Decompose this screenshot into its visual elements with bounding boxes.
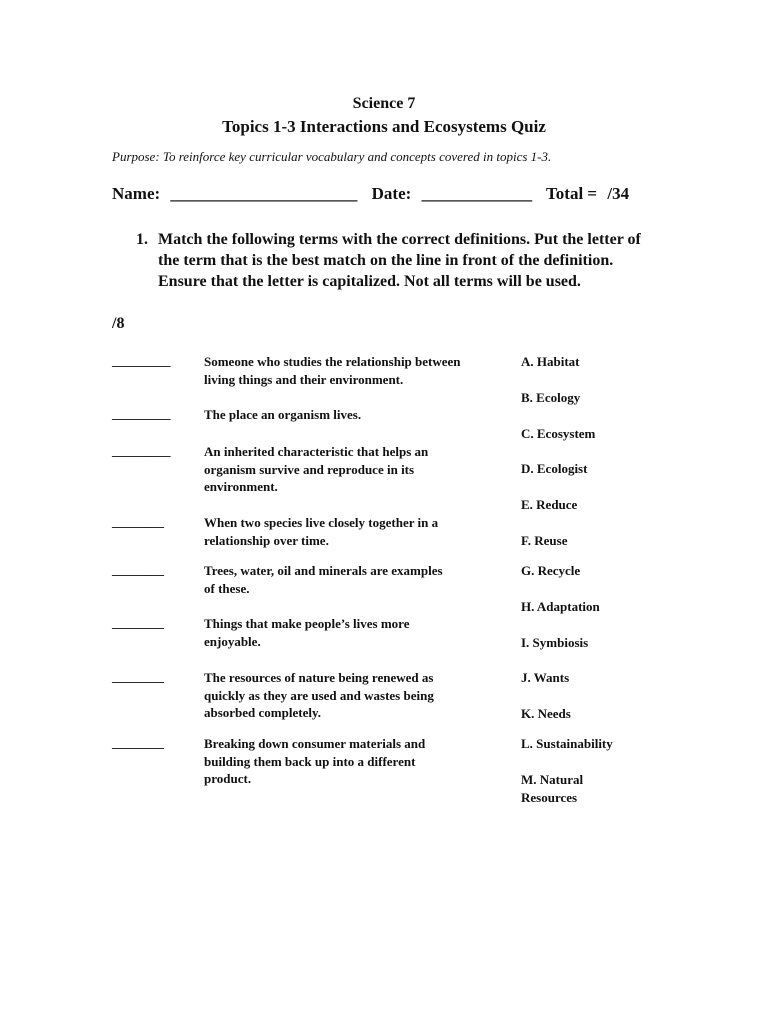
- name-date-total-row: [112, 184, 635, 204]
- term-wants: J. Wants: [521, 670, 570, 685]
- total-label: Total =: [546, 184, 598, 203]
- term-ecosystem: C. Ecosystem: [521, 426, 596, 441]
- answer-blank[interactable]: ________: [112, 735, 164, 750]
- answer-blank[interactable]: ________: [112, 669, 164, 684]
- name-field[interactable]: ______________________: [170, 184, 358, 203]
- definition-text: Things that make people’s lives more enjoyable.: [204, 616, 410, 649]
- answer-blank[interactable]: ________: [112, 615, 164, 630]
- term-sustainability: L. Sustainability: [521, 736, 613, 751]
- term-reduce: E. Reduce: [521, 497, 578, 512]
- answer-blank[interactable]: _________: [112, 443, 171, 458]
- answer-blank[interactable]: _________: [112, 406, 171, 421]
- purpose-statement: Purpose: To reinforce key curricular vocabulary and concepts covered in topics 1-3.: [112, 149, 552, 164]
- term-natural-resources: M. Natural Resources: [521, 772, 584, 805]
- term-reuse: F. Reuse: [521, 533, 568, 548]
- answer-blank[interactable]: _________: [112, 353, 171, 368]
- definition-text: Breaking down consumer materials and building them back up into a different product.: [204, 736, 426, 786]
- question-text: Match the following terms with the correct definitions. Put the letter of the term that is the best match on the line in front of the definition. Ensure that the letter is capitalized. Not all terms will be used.: [158, 231, 641, 290]
- term-ecologist: D. Ecologist: [521, 461, 588, 476]
- name-label: Name:: [112, 184, 161, 203]
- definition-text: The place an organism lives.: [204, 407, 362, 422]
- definition-text: The resources of nature being renewed as quickly as they are used and wastes being absorbed completely.: [204, 670, 434, 720]
- definition-text: Someone who studies the relationship between living things and their environment.: [204, 354, 461, 387]
- term-recycle: G. Recycle: [521, 563, 581, 578]
- definition-text: When two species live closely together in a relationship over time.: [204, 515, 439, 548]
- definition-text: Trees, water, oil and minerals are examples of these.: [204, 563, 443, 596]
- course-title: Science 7: [352, 95, 416, 112]
- term-ecology: B. Ecology: [521, 390, 581, 405]
- term-symbiosis: I. Symbiosis: [521, 635, 589, 650]
- question-number: 1.: [136, 231, 148, 248]
- total-value: /34: [607, 184, 630, 203]
- answer-blank[interactable]: ________: [112, 562, 164, 577]
- term-needs: K. Needs: [521, 706, 571, 721]
- question-score: /8: [112, 315, 125, 332]
- term-adaptation: H. Adaptation: [521, 599, 600, 614]
- term-habitat: A. Habitat: [521, 354, 580, 369]
- date-label: Date:: [371, 184, 412, 203]
- date-field[interactable]: _____________: [421, 184, 533, 203]
- quiz-title: Topics 1-3 Interactions and Ecosystems Quiz: [222, 117, 546, 136]
- answer-blank[interactable]: ________: [112, 514, 164, 529]
- definition-text: An inherited characteristic that helps an organism survive and reproduce in its environment.: [204, 444, 429, 494]
